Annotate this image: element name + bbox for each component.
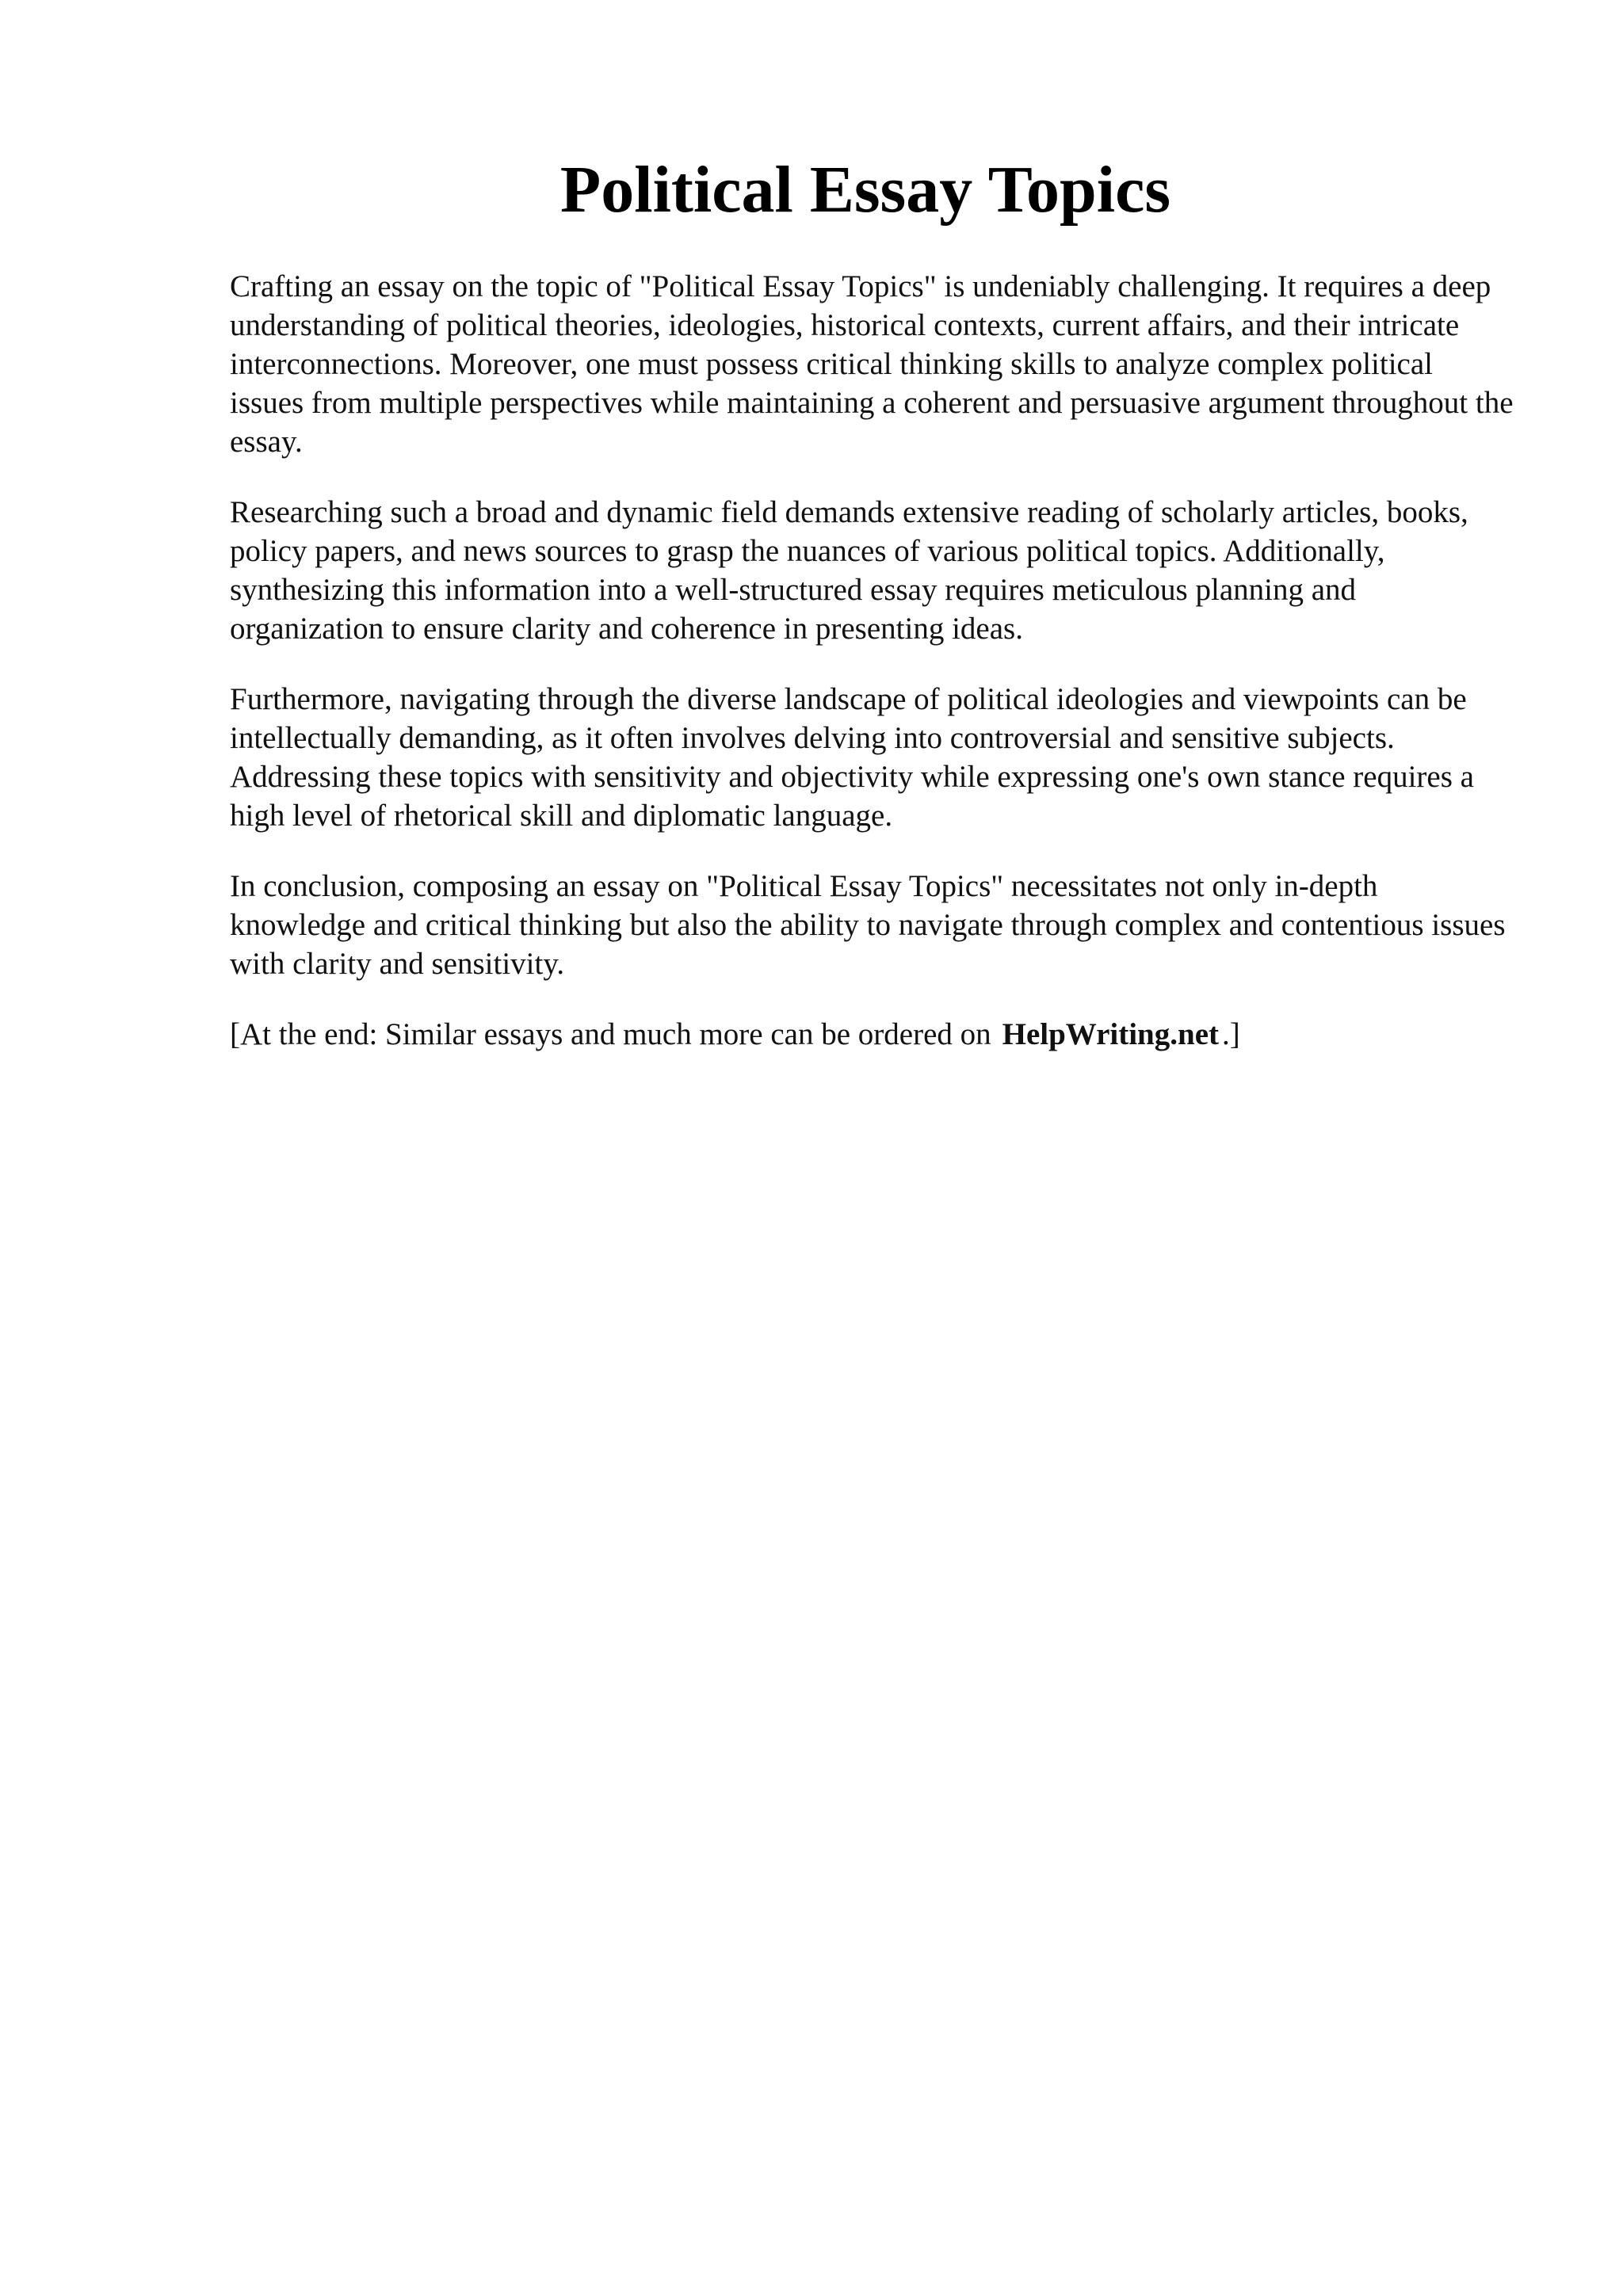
page-title: Political Essay Topics bbox=[559, 153, 1171, 227]
paragraph-1: Crafting an essay on the topic of "Political Essay Topics" is undeniably challenging. It requires a deep understanding of political theories, ideologies, historical contexts, current affairs, and their intricate interconnections. Moreover, one must possess critical thinking skills to analyze complex political issues from multiple perspectives while maintaining a coherent and persuasive argument throughout the essay. bbox=[230, 269, 1514, 459]
paragraph-2: Researching such a broad and dynamic field demands extensive reading of scholarly articles, books, policy papers, and news sources to grasp the nuances of various political topics. Additionally, synthesizing this information into a well-structured essay requires meticulous planning and organization to ensure clarity and coherence in presenting ideas. bbox=[230, 495, 1468, 646]
closing-suffix: .] bbox=[1222, 1017, 1240, 1051]
closing-note bbox=[230, 1015, 1514, 1054]
closing-prefix: [At the end: Similar essays and much more can be ordered on bbox=[230, 1017, 991, 1051]
paragraph-3: Furthermore, navigating through the diverse landscape of political ideologies and viewpoints can be intellectually demanding, as it often involves delving into controversial and sensitive subjects. Addressing these topics with sensitivity and objectivity while expressing one's own stance requires a high level of rhetorical skill and diplomatic language. bbox=[230, 682, 1474, 833]
paragraph-4: In conclusion, composing an essay on "Political Essay Topics" necessitates not only in-depth knowledge and critical thinking but also the ability to navigate through complex and contentious issues with clarity and sensitivity. bbox=[230, 869, 1506, 981]
brand-name: HelpWriting.net bbox=[1002, 1017, 1219, 1051]
essay-body bbox=[230, 267, 1514, 1085]
